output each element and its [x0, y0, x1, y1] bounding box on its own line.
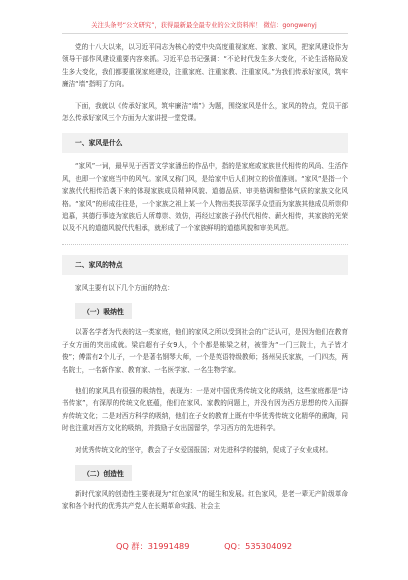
- intro-paragraph: 党的十八大以来，以习近平同志为核心的党中央高度重视家庭、家教、家风，把家风建设作为领导干部作风建设重要内容来抓。习近平总书记强调：“不论时代发生多大变化，不论生活格局发生多大变化，我们都要重视家庭建设，注重家庭、注重家教、注重家风。”为我们传承好家风，筑牢廉洁“墙”指明了方向。: [62, 43, 348, 89]
- body-paragraph: 新时代家风的创造性主要表现为“红色家风”的诞生和发展。红色家风，是老一辈无产阶级革命家和各个时代的优秀共产党人在长期革命实践、社会主: [62, 489, 348, 511]
- footer-qq-group: QQ 群：31991489: [115, 541, 190, 551]
- footer-qq: QQ：535304092: [224, 541, 293, 551]
- subsection-heading: [62, 465, 348, 481]
- section-divider: [62, 244, 348, 245]
- subsection-label: （二）创造性: [75, 465, 132, 481]
- header-divider: [62, 33, 348, 34]
- subsection-heading: [62, 303, 348, 319]
- footer-contact: [0, 541, 408, 552]
- subsection-label: （一）吸纳性: [75, 303, 132, 319]
- body-paragraph: 对优秀传统文化的坚守，教会了子女爱国报国；对先进科学的接纳，促成了子女业成材。: [75, 445, 333, 454]
- section-heading: 二、家风的特点: [62, 255, 348, 275]
- intro-paragraph: 下面，我就以《传承好家风，筑牢廉洁“墙”》为题，围绕家风是什么，家风的特点，党员干部怎么传承好家风三个方面为大家讲授一堂党课。: [62, 101, 348, 123]
- body-paragraph: 他们的家风具有很强的吸纳性，表现为：一是对中国优秀传统文化的吸纳，这些家庭都是“诗书传家”，有深厚的传统文化底蕴，他们在家风、家教的问题上，并没有因为西方思想的传入而摒弃传统文化；二是对西方科学的吸纳，他们在子女的教育上既有中华优秀传统文化精华的熏陶，同时也注重对西方文化的吸纳，并鼓励子女出国留学，学习西方的先进科学。: [62, 386, 348, 433]
- section-heading: 一、家风是什么: [62, 133, 348, 153]
- document-body: [62, 41, 348, 522]
- body-paragraph: 以著名学者为代表的这一类家庭，他们的家风之所以受到社会的广泛认可，是因为他们在教育子女方面的突出成就。梁启超有子女9人，个个都是栋梁之材，被誉为“一门三院士，九子皆才俊”；傅雷有2个儿子，一个是著名钢琴大师，一个是英语特级教师；扬州吴氏家族，一门四杰，两名院士，一名新作家、教育家、一名医学家、一名生物学家。: [62, 328, 348, 374]
- body-paragraph: 家风主要有以下几个方面的特点：: [75, 283, 174, 292]
- header-banner: 关注头条号“公文研究”，获得最新最全最专业的公文资料库！ 微信：gongwenyj: [91, 22, 317, 29]
- body-paragraph: “家风”一词，最早见于西晋文学家潘岳的作品中，指的是家庭或家族世代相传的风尚、生活作风，也即一个家庭当中的风气。家风又称门风，是给家中后人们树立的价值准则。“家风”是指一个家族代代相传沿袭下来的体现家族成员精神风貌、道德品质、审美格调和整体气质的家族文化风格。“家风”的形成往往是，一个家族之祖上某一个人物出类拔萃深孚众望而为家族其他成员所崇仰追慕，其德行事迹为家族后人所尊崇、效仿，再经过家族子孙代代相传、薪火相传，其家族的光荣以及不凡的道德风貌代代相承，就形成了一个家族鲜明的道德风貌和审美风范。: [62, 162, 348, 233]
